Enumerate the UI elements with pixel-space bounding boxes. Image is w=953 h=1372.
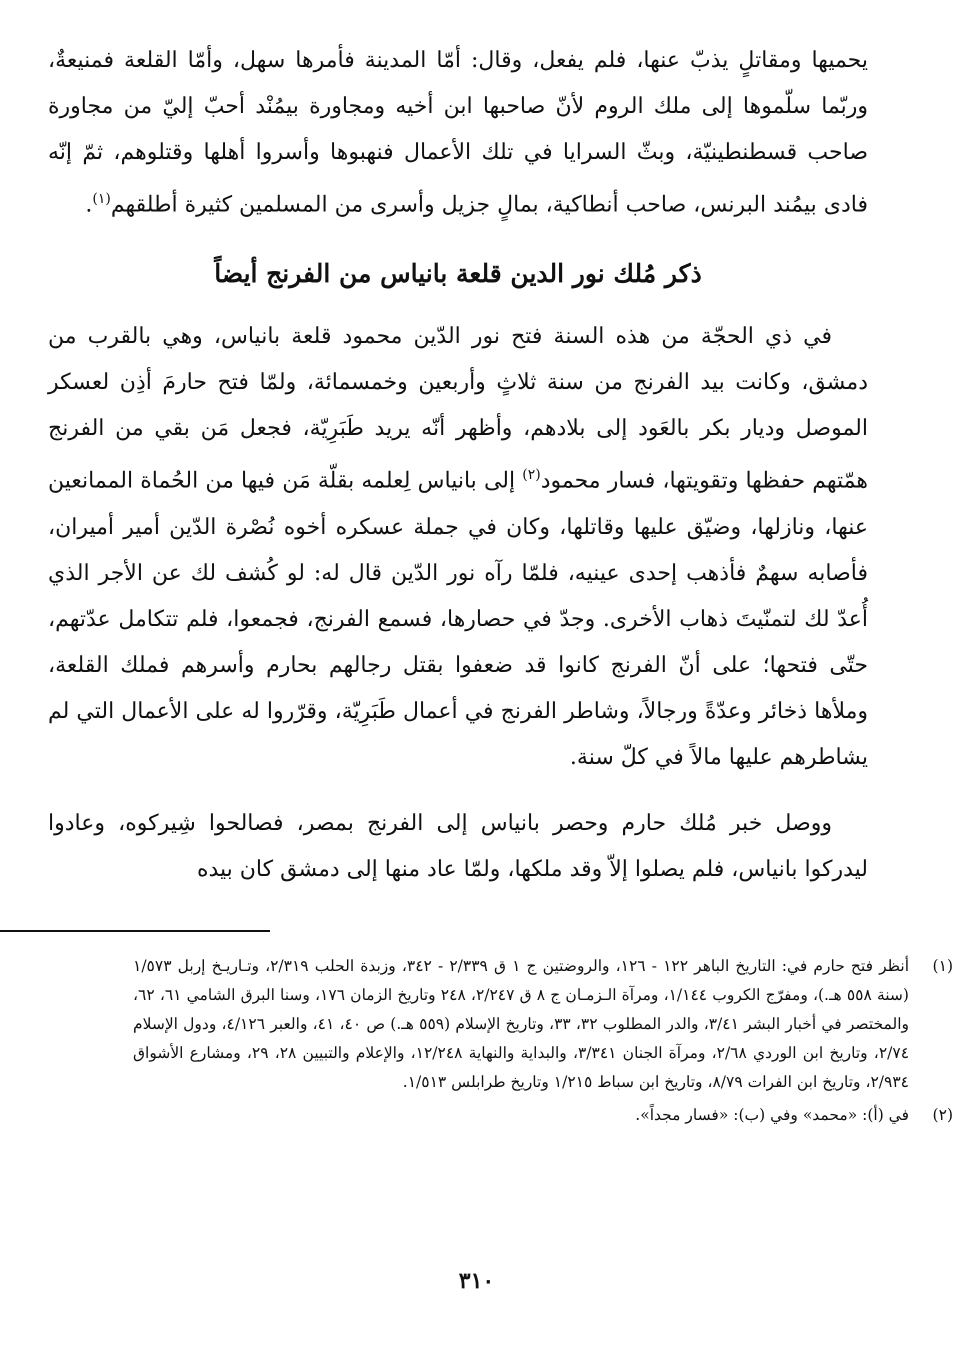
- footnote-2: [133, 1101, 953, 1130]
- page-number: ٣١٠: [458, 1268, 495, 1294]
- second-paragraph: ووصل خبر مُلك حارم وحصر بانياس إلى الفرنج بمصر، فصالحوا شِيركوه، وعادوا ليدركوا بانياس، فلم يصلوا إلاّ وقد ملكها، ولمّا عاد منها إلى دمشق كان بيده: [48, 810, 868, 882]
- footnote-divider: [0, 930, 270, 932]
- page-body: [48, 38, 868, 893]
- section-heading: ذكر مُلك نور الدين قلعة بانياس من الفرنج أيضاً: [214, 259, 702, 289]
- intro-paragraph: [48, 38, 868, 228]
- footnote-number: (١): [932, 957, 953, 975]
- footnote-text: في (أ): «محمد» وفي (ب): «فسار مجداً».: [635, 1106, 909, 1124]
- footnote-ref-2[interactable]: (٢): [522, 467, 541, 484]
- intro-end: .: [85, 192, 93, 218]
- footnote-number: (٢): [932, 1106, 953, 1124]
- footnote-ref-1[interactable]: (١): [92, 191, 111, 207]
- footnote-1: [133, 952, 953, 1097]
- footnotes: [133, 952, 953, 1134]
- main-text-part2: إلى بانياس لِعلمه بقلّة مَن فيها من الحُماة الممانعين عنها، ونازلها، وضيّق عليها وقاتلها، وكان في جملة عسكره أخوه نُصْرة الدّين أمير أميران، فأصابه سهمٌ فأذهب إحدى عينيه، فلمّا رآه نور الدّين قال له: لو كُشف لك عن الأجر الذي أُعدّ لك لتمنّيتَ ذهاب الأخرى. وجدّ في حصارها، فسمع الفرنج، فجمعوا، فلم تتكامل عدّتهم، حتّى فتحها؛ على أنّ الفرنج كانوا قد ضعفوا بقتل رجالهم بحارم وأسرهم فملك القلعة، وملأها ذخائر وعدّةً ورجالاً، وشاطر الفرنج في أعمال طَبَرِيّة، وقرّروا له على الأعمال التي لم يشاطرهم عليها مالاً في كلّ سنة.: [48, 468, 868, 770]
- main-paragraph: [48, 314, 868, 780]
- main-text-part1: في ذي الحجّة من هذه السنة فتح نور الدّين محمود قلعة بانياس، وهي بالقرب من دمشق، وكانت بيد الفرنج من سنة ثلاثٍ وأربعين وخمسمائة، ولمّا فتح حارمَ أذِن لعسكر الموصل وديار بكر بالعَود إلى بلادهم، وأظهر أنّه يريد طَبَرِيّة، فجعل مَن بقي من الفرنج همّتهم حفظها وتقويتها، فسار محمود: [48, 324, 868, 494]
- footnote-text: أنظر فتح حارم في: التاريخ الباهر ١٢٢ - ١٢٦، والروضتين ج ١ ق ٢/٣٣٩ - ٣٤٢، وزبدة الحلب ٢/٣١٩، وتـاريـخ إربل ١/٥٧٣ (سنة ٥٥٨ هـ.)، ومفرّج الكروب ١/١٤٤، ومرآة الـزمـان ج ٨ ق ٢/٢٤٧، ٢٤٨ وتاريخ الزمان ١٧٦، وسنا البرق الشامي ٦١، ٦٢، والمختصر في أخبار البشر ٣/٤١، والدر المطلوب ٣٢، ٣٣، وتاريخ الإسلام (٥٥٩ هـ.) ص ٤٠، ٤١، والعبر ٤/١٢٦، ودول الإسلام ٢/٧٤، وتاريخ ابن الوردي ٢/٦٨، ومرآة الجنان ٣/٣٤١، والبداية والنهاية ١٢/٢٤٨، والإعلام والتبيين ٢٨، ٢٩، ومشارع الأشواق ٢/٩٣٤، وتاريخ ابن الفرات ٨/٧٩، وتاريخ ابن سباط ١/٢١٥ وتاريخ طرابلس ١/٥١٣.: [133, 957, 910, 1091]
- intro-text: يحميها ومقاتلٍ يذبّ عنها، فلم يفعل، وقال: أمّا المدينة فأمرها سهل، وأمّا القلعة فمنيعةٌ، وربّما سلّموها إلى ملك الروم لأنّ صاحبها ابن أخيه ومجاورة بيمُنْد أحبّ إليّ من مجاورة صاحب قسطنطينيّة، وبثّ السرايا في تلك الأعمال فنهبوها وأسروا أهلها وقتلوهم، ثمّ إنّه فادى بيمُند البرنس، صاحب أنطاكية، بمالٍ جزيل وأسرى من المسلمين كثيرة أطلقهم: [48, 48, 868, 218]
